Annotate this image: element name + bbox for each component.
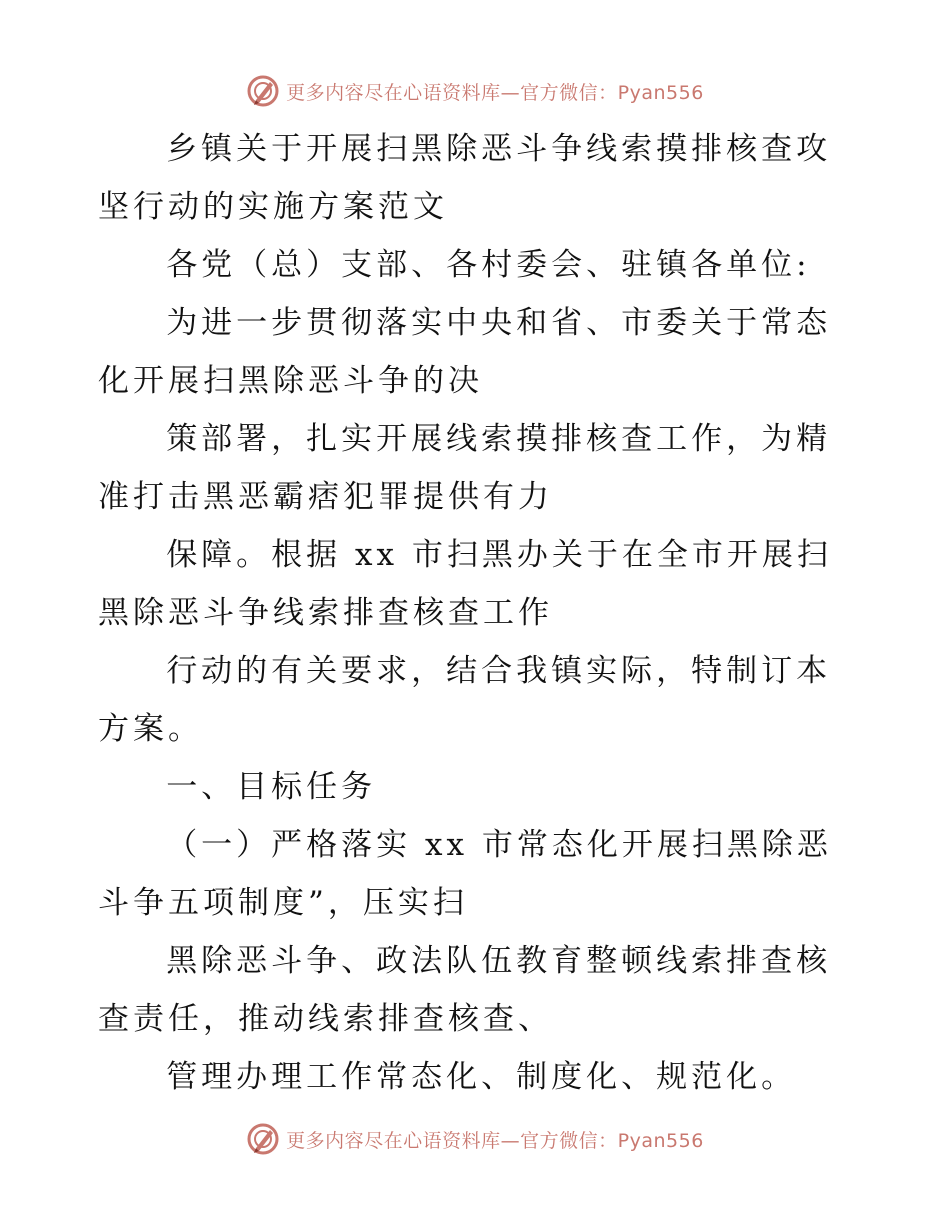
section-heading: 一、目标任务 — [166, 769, 377, 805]
pen-logo-icon — [246, 1122, 280, 1156]
paragraph: 保障。根据 xx 市扫黑办关于在全市开展扫黑除恶斗争线索排查核查工作 — [98, 537, 832, 631]
document-title: 乡镇关于开展扫黑除恶斗争线索摸排核查攻坚行动的实施方案范文 — [98, 131, 832, 225]
paragraph: 行动的有关要求，结合我镇实际，特制订本方案。 — [98, 653, 832, 747]
paragraph: 黑除恶斗争、政法队伍教育整顿线索排查核查责任，推动线索排查核查、 — [98, 943, 832, 1037]
header-watermark — [0, 71, 950, 111]
salutation: 各党（总）支部、各村委会、驻镇各单位: — [166, 247, 811, 283]
pen-logo-icon — [246, 74, 280, 108]
footer-watermark — [0, 1119, 950, 1159]
document-body — [98, 120, 858, 1106]
paragraph: 策部署，扎实开展线索摸排核查工作，为精准打击黑恶霸痞犯罪提供有力 — [98, 421, 832, 515]
footer-watermark-text: 更多内容尽在心语资料库—官方微信：Pyan556 — [286, 1129, 704, 1152]
paragraph: （一）严格落实 xx 市常态化开展扫黑除恶斗争五项制度”，压实扫 — [98, 827, 832, 921]
paragraph: 为进一步贯彻落实中央和省、市委关于常态化开展扫黑除恶斗争的决 — [98, 305, 832, 399]
header-watermark-text: 更多内容尽在心语资料库—官方微信：Pyan556 — [286, 81, 704, 104]
paragraph: 管理办理工作常态化、制度化、规范化。 — [166, 1059, 797, 1095]
